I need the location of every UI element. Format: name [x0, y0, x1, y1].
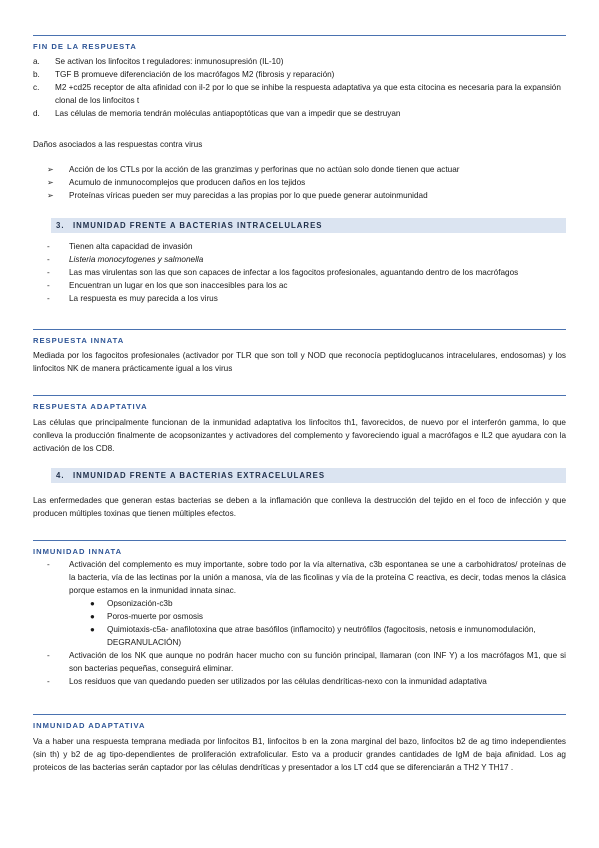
danos-heading: Daños asociados a las respuestas contra virus: [33, 140, 203, 149]
heading-band-4: 4. INMUNIDAD FRENTE A BACTERIAS EXTRACELULARES: [51, 468, 566, 483]
list-item: - Tienen alta capacidad de invasión: [47, 242, 193, 251]
section-title: INMUNIDAD INNATA: [33, 547, 123, 556]
bullet-icon: ●: [90, 612, 95, 621]
section-inmunidad-innata: [33, 540, 566, 558]
bullet-icon: ●: [90, 625, 95, 634]
section-respuesta-innata: [33, 329, 566, 347]
sub-list-item: ● Opsonización-c3b: [90, 599, 173, 608]
section-fin-respuesta: [33, 35, 566, 53]
section-inmunidad-adaptativa: [33, 714, 566, 732]
arrow-bullet-icon: ➢: [47, 165, 54, 174]
list-item: - Las mas virulentas son las que son capaces de infectar a los fagocitos profesionales, aguantando dentro de los macrófagos: [47, 268, 519, 277]
list-item: ➢ Acumulo de inmunocomplejos que producen daños en los tejidos: [47, 178, 306, 187]
list-item: a. Se activan los linfocitos t reguladores: inmunosupresión (IL-10): [33, 57, 284, 66]
heading-band-3: 3. INMUNIDAD FRENTE A BACTERIAS INTRACELULARES: [51, 218, 566, 233]
arrow-bullet-icon: ➢: [47, 178, 54, 187]
intracelulares-list: [33, 240, 566, 305]
innata-list: [33, 558, 566, 688]
sub-list-item: ● Quimiotaxis-c5a- anafilotoxina que atrae basófilos (inflamocito) y neutrófilos (fagocitosis, netosis e inmunomodulación, DEGRANULACIÓN): [90, 625, 536, 647]
section-title: RESPUESTA ADAPTATIVA: [33, 402, 148, 411]
list-item: b. TGF B promueve diferenciación de los macrófagos M2 (fibrosis y reparación): [33, 70, 335, 79]
paragraph: Mediada por los fagocitos profesionales (activador por TLR que son toll y NOD que reconocía peptidoglucanos intracelulares, endosomas) y los linfocitos NK de manera prácticamente igual a los virus: [33, 351, 566, 373]
paragraph: Va a haber una respuesta temprana mediada por linfocitos B1, linfocitos b en la zona marginal del bazo, linfocitos b2 de ag timo independientes (sin th) y b2 de ag tipo-dependientes de proliferación extrafolicular. Esto va a producir grandes cantidades de IgM de baja afinidad. Los ag proteicos de las bacterias serán captador por las células dendríticas y presentador a los LT cd4 que se diferenciarán a TH2 Y TH17 .: [33, 737, 566, 772]
list-item: - La respuesta es muy parecida a los virus: [47, 294, 218, 303]
list-item: c. M2 +cd25 receptor de alta afinidad con il-2 por lo que se inhibe la respuesta adaptativa ya que esta citocina es necesaria para la expansión clonal de los linfocitos t: [33, 83, 561, 105]
list-item: - Listeria monocytogenes y salmonella: [47, 255, 204, 264]
danos-list: [33, 163, 566, 202]
fin-list: [33, 55, 566, 120]
paragraph: Las enfermedades que generan estas bacterias se deben a la inflamación que conlleva la destrucción del tejido en el foco de infección y que producen múltiples toxinas que tienen múltiples efectos.: [33, 496, 566, 518]
list-item: d. Las células de memoria tendrán moléculas antiapoptóticas que van a impedir que se destruyan: [33, 109, 401, 118]
section-respuesta-adaptativa: [33, 395, 566, 413]
list-item: ➢ Acción de los CTLs por la acción de las granzimas y perforinas que no actúan solo donde tienen que actuar: [47, 165, 460, 174]
paragraph: Las células que principalmente funcionan de la inmunidad adaptativa los linfocitos th1, favorecidos, de nuevo por el interferón gamma, lo que conlleva la producción finalmente de acopsonizantes y activadores del complemento y favoreciendo igual a macrófagos e IL2 que ayudara con la activación de los CD8.: [33, 418, 566, 453]
list-item: - Encuentran un lugar en los que son inaccesibles para los ac: [47, 281, 288, 290]
list-item: - Activación de los NK que aunque no podrán hacer mucho con su función principal, llamaran (con INF Y) a los macrófagos M1, que si son bacterias pequeñas, conseguirá eliminar.: [47, 651, 566, 673]
arrow-bullet-icon: ➢: [47, 191, 54, 200]
list-item: ➢ Proteínas víricas pueden ser muy parecidas a las propias por lo que puede generar autoinmunidad: [47, 191, 428, 200]
section-title: INMUNIDAD ADAPTATIVA: [33, 721, 146, 730]
section-title: RESPUESTA INNATA: [33, 336, 125, 345]
list-item: - Activación del complemento es muy importante, sobre todo por la vía alternativa, c3b espontanea se une a carbohidratos/ proteínas de la bacteria, vía de las lectinas por la unión a manosa, vía de las ficolinas y vía de la proteína C reactiva, es decir, todas menos la clásica porque estamos en la inmunidad innata sinac.: [47, 560, 566, 595]
bullet-icon: ●: [90, 599, 95, 608]
sub-list-item: ● Poros-muerte por osmosis: [90, 612, 204, 621]
list-item: - Los residuos que van quedando pueden ser utilizados por las células dendríticas-nexo con la inmunidad adaptativa: [47, 677, 487, 686]
section-title: FIN DE LA RESPUESTA: [33, 42, 137, 51]
